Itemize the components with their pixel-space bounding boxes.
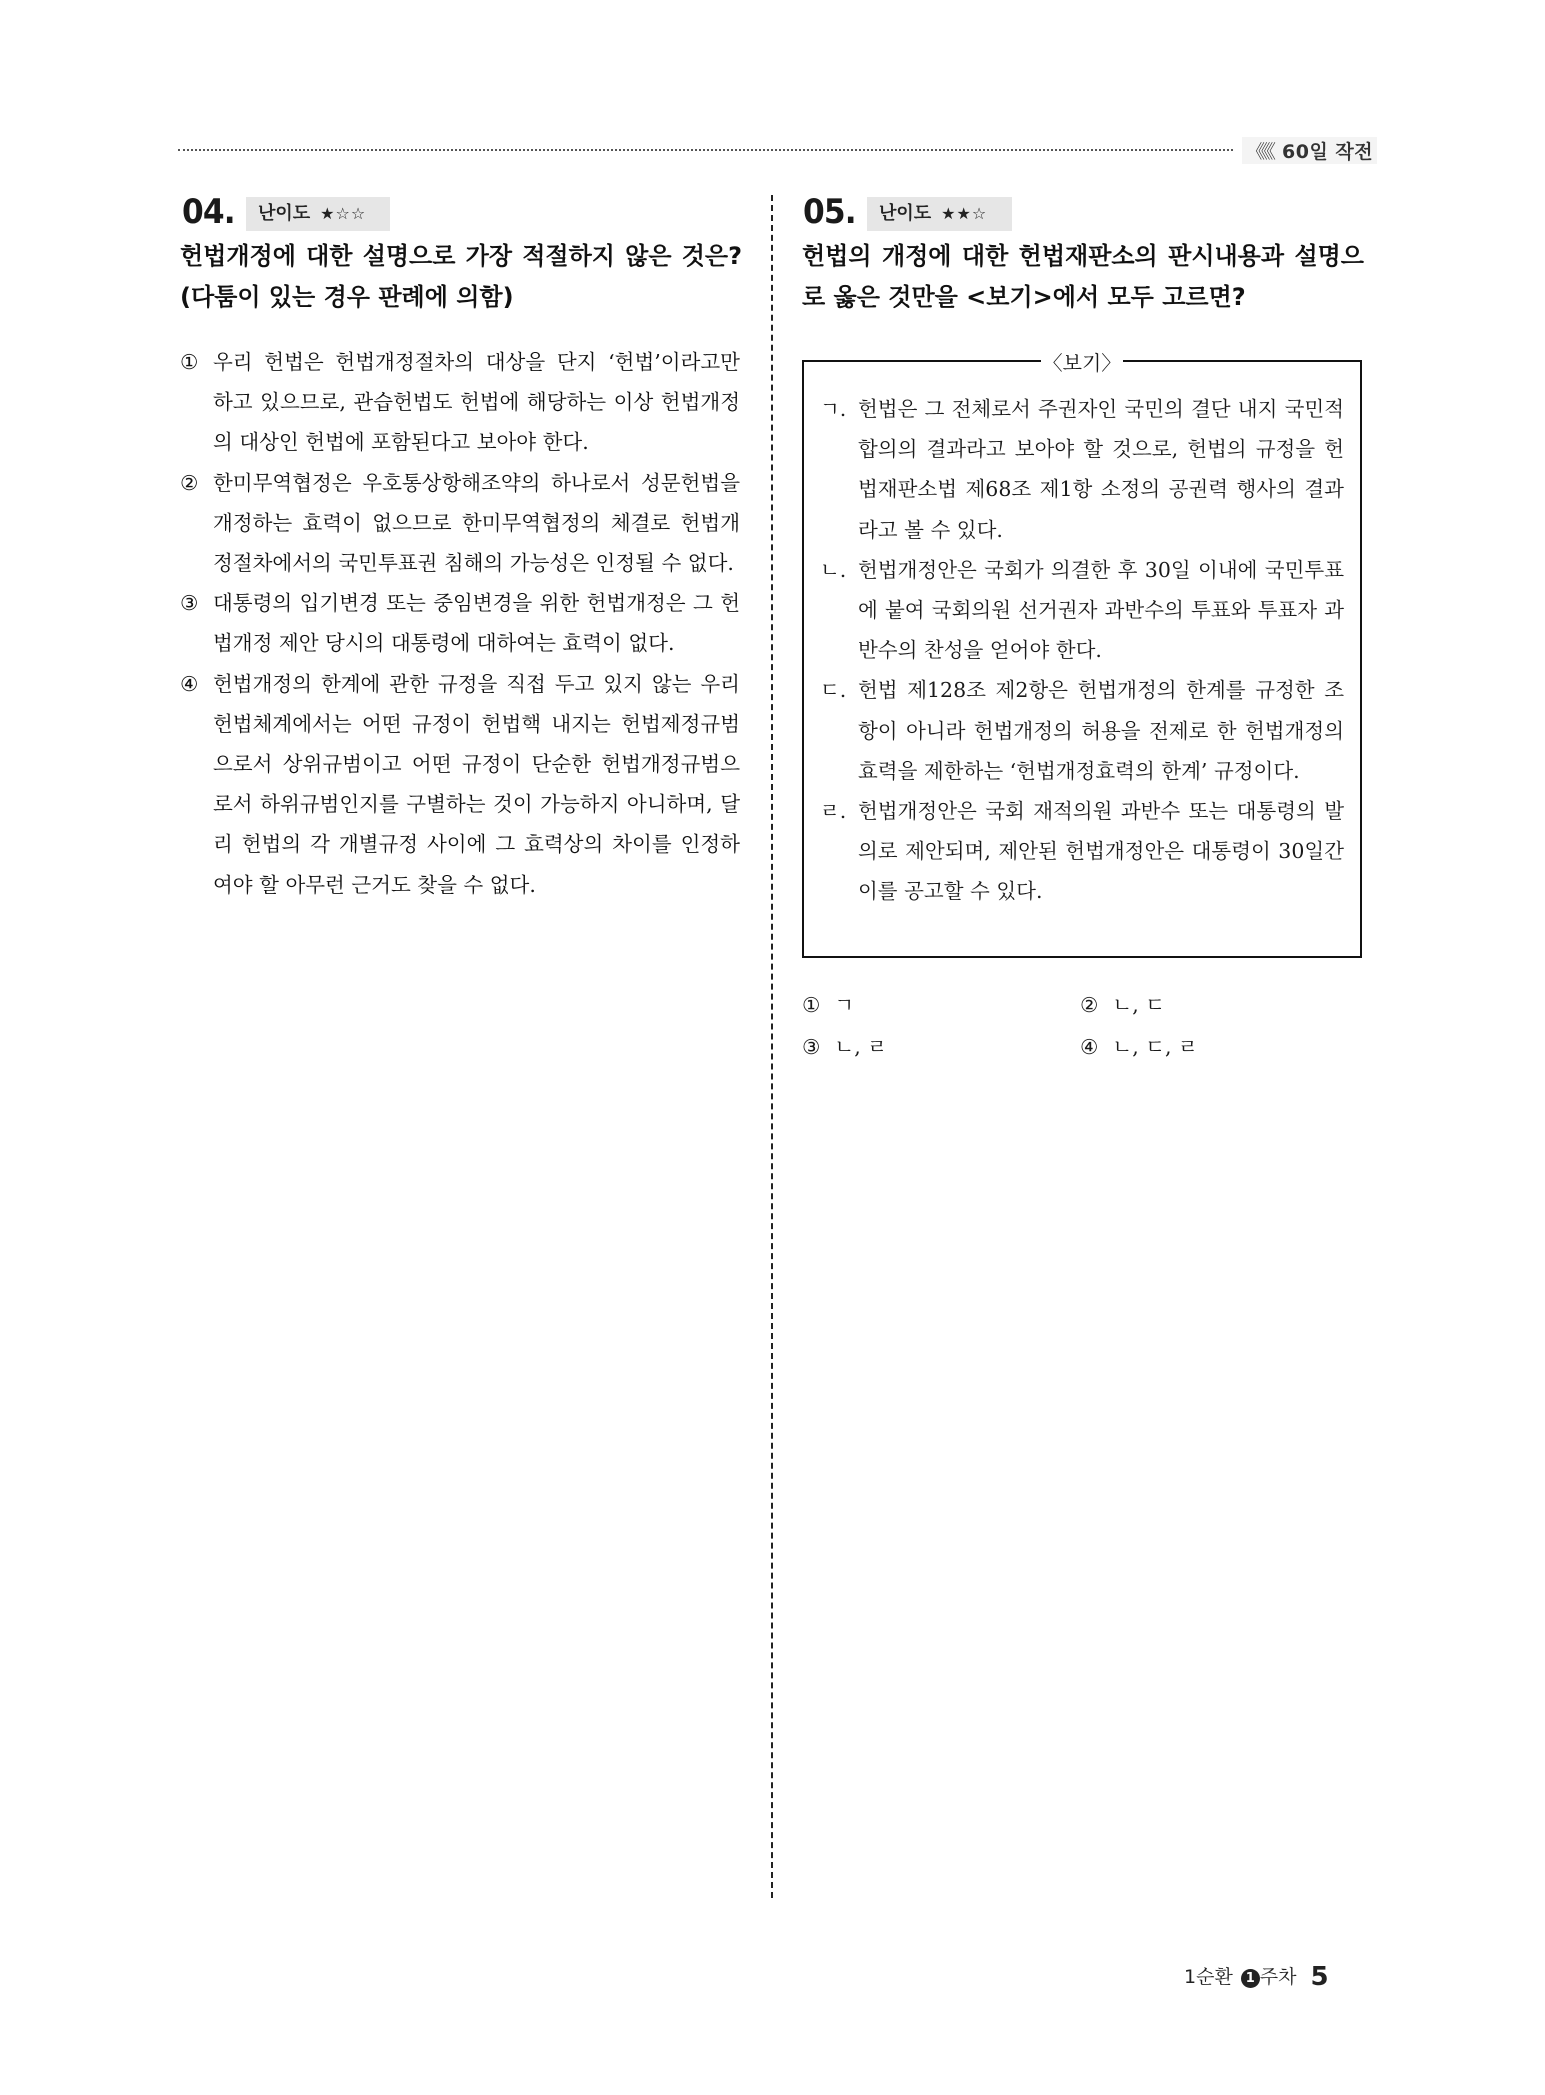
bogi-item [820,389,1344,550]
choice-2[interactable] [1080,984,1165,1026]
option-text: 한미무역협정은 우호통상항해조약의 하나로서 성문헌법을 개정하는 효력이 없으므로 한미무역협정의 체결로 헌법개정절차에서의 국민투표권 침해의 가능성은 인정될 수 없다. [213,470,740,576]
option-text: 대통령의 입기변경 또는 중임변경을 위한 헌법개정은 그 헌법개정 제안 당시의 대통령에 대하여는 효력이 없다. [213,591,740,656]
choice-4[interactable] [1080,1026,1198,1068]
option-item[interactable] [180,583,740,663]
bogi-item-mark: ㄱ. [820,397,847,421]
bogi-item-list [820,389,1344,912]
bogi-item [820,670,1344,791]
question-stem: 헌법의 개정에 대한 헌법재판소의 판시내용과 설명으로 옳은 것만을 <보기>에서 모두 고르면? [802,242,1364,311]
option-list [180,342,740,905]
bogi-item-text: 헌법 제128조 제2항은 헌법개정의 한계를 규정한 조항이 아니라 헌법개정의 허용을 전제로 한 헌법개정의 효력을 제한하는 ‘헌법개정효력의 한계’ 규정이다. [858,678,1344,783]
star-rating-icon: ★☆☆ [320,204,367,223]
star-rating-icon: ★★☆ [941,204,988,223]
option-item[interactable] [180,463,740,584]
choice-number: ① [802,993,821,1017]
difficulty-label: 난이도 [879,203,932,224]
bogi-item-mark: ㄷ. [820,678,847,703]
choice-1[interactable] [802,984,854,1026]
option-number: ③ [180,591,199,616]
column-divider [771,195,773,1898]
choice-number: ④ [1080,1035,1099,1059]
choice-text: ㄴ, ㄷ, ㄹ [1112,1035,1198,1059]
option-text: 헌법개정의 한계에 관한 규정을 직접 두고 있지 않는 우리 헌법체계에서는 어떤 규정이 헌법핵 내지는 헌법제정규범으로서 상위규범이고 어떤 규정이 단순한 헌법개정규범으로서 하위규범인지를 구별하는 것이 가능하지 아니하며, 달리 헌법의 각 개별규정 사이에 그 효력상의 차이를 인정하여야 할 아무런 근거도 찾을 수 없다. [213,671,740,897]
option-number: ① [180,350,199,374]
choice-text: ㄴ, ㄹ [834,1035,888,1059]
choice-number: ② [1080,993,1099,1017]
bogi-item-text: 헌법개정안은 국회가 의결한 후 30일 이내에 국민투표에 붙여 국회의원 선거권자 과반수의 투표와 투표자 과반수의 찬성을 얻어야 한다. [858,557,1344,663]
bogi-item-text: 헌법개정안은 국회 재적의원 과반수 또는 대통령의 발의로 제안되며, 제안된 헌법개정안은 대통령이 30일간 이를 공고할 수 있다. [858,799,1344,904]
running-header [1242,137,1377,164]
option-number: ④ [180,671,199,696]
bogi-item [820,550,1344,671]
cycle-label: 1순환 [1184,1966,1233,1988]
question-number: 04. [182,192,235,232]
choice-text: ㄴ, ㄷ [1112,993,1166,1017]
week-label: 주차 [1259,1966,1297,1988]
bogi-item-mark: ㄹ. [820,799,847,824]
choice-number: ③ [802,1035,821,1059]
chevron-icon: 《《《 [1246,141,1273,163]
bogi-title: 〈보기〉 [1042,351,1122,375]
question-number: 05. [803,192,856,232]
page-footer [1184,1962,1329,1992]
week-number-badge: 1 [1241,1969,1260,1988]
question-stem: 헌법개정에 대한 설명으로 가장 적절하지 않은 것은? (다툼이 있는 경우 판례에 의함) [180,242,742,311]
option-text: 우리 헌법은 헌법개정절차의 대상을 단지 ‘헌법’이라고만 하고 있으므로, 관습헌법도 헌법에 해당하는 이상 헌법개정의 대상인 헌법에 포함된다고 보아야 한다. [213,350,740,455]
page-number: 5 [1310,1962,1329,1992]
difficulty-label: 난이도 [258,203,311,224]
difficulty-badge [246,197,390,231]
header-tag-text: 60일 작전 [1282,141,1374,163]
difficulty-badge [867,197,1012,231]
choice-text: ㄱ [834,993,855,1017]
bogi-box [802,351,1362,958]
bogi-item [820,791,1344,912]
choice-3[interactable] [802,1026,887,1068]
bogi-item-mark: ㄴ. [820,557,847,582]
header-dotted-rule [178,149,1233,151]
option-number: ② [180,470,199,495]
option-item[interactable] [180,664,740,905]
option-item[interactable] [180,342,740,463]
bogi-item-text: 헌법은 그 전체로서 주권자인 국민의 결단 내지 국민적 합의의 결과라고 보아야 할 것으로, 헌법의 규정을 헌법재판소법 제68조 제1항 소정의 공권력 행사의 결과라고 볼 수 있다. [858,397,1344,542]
